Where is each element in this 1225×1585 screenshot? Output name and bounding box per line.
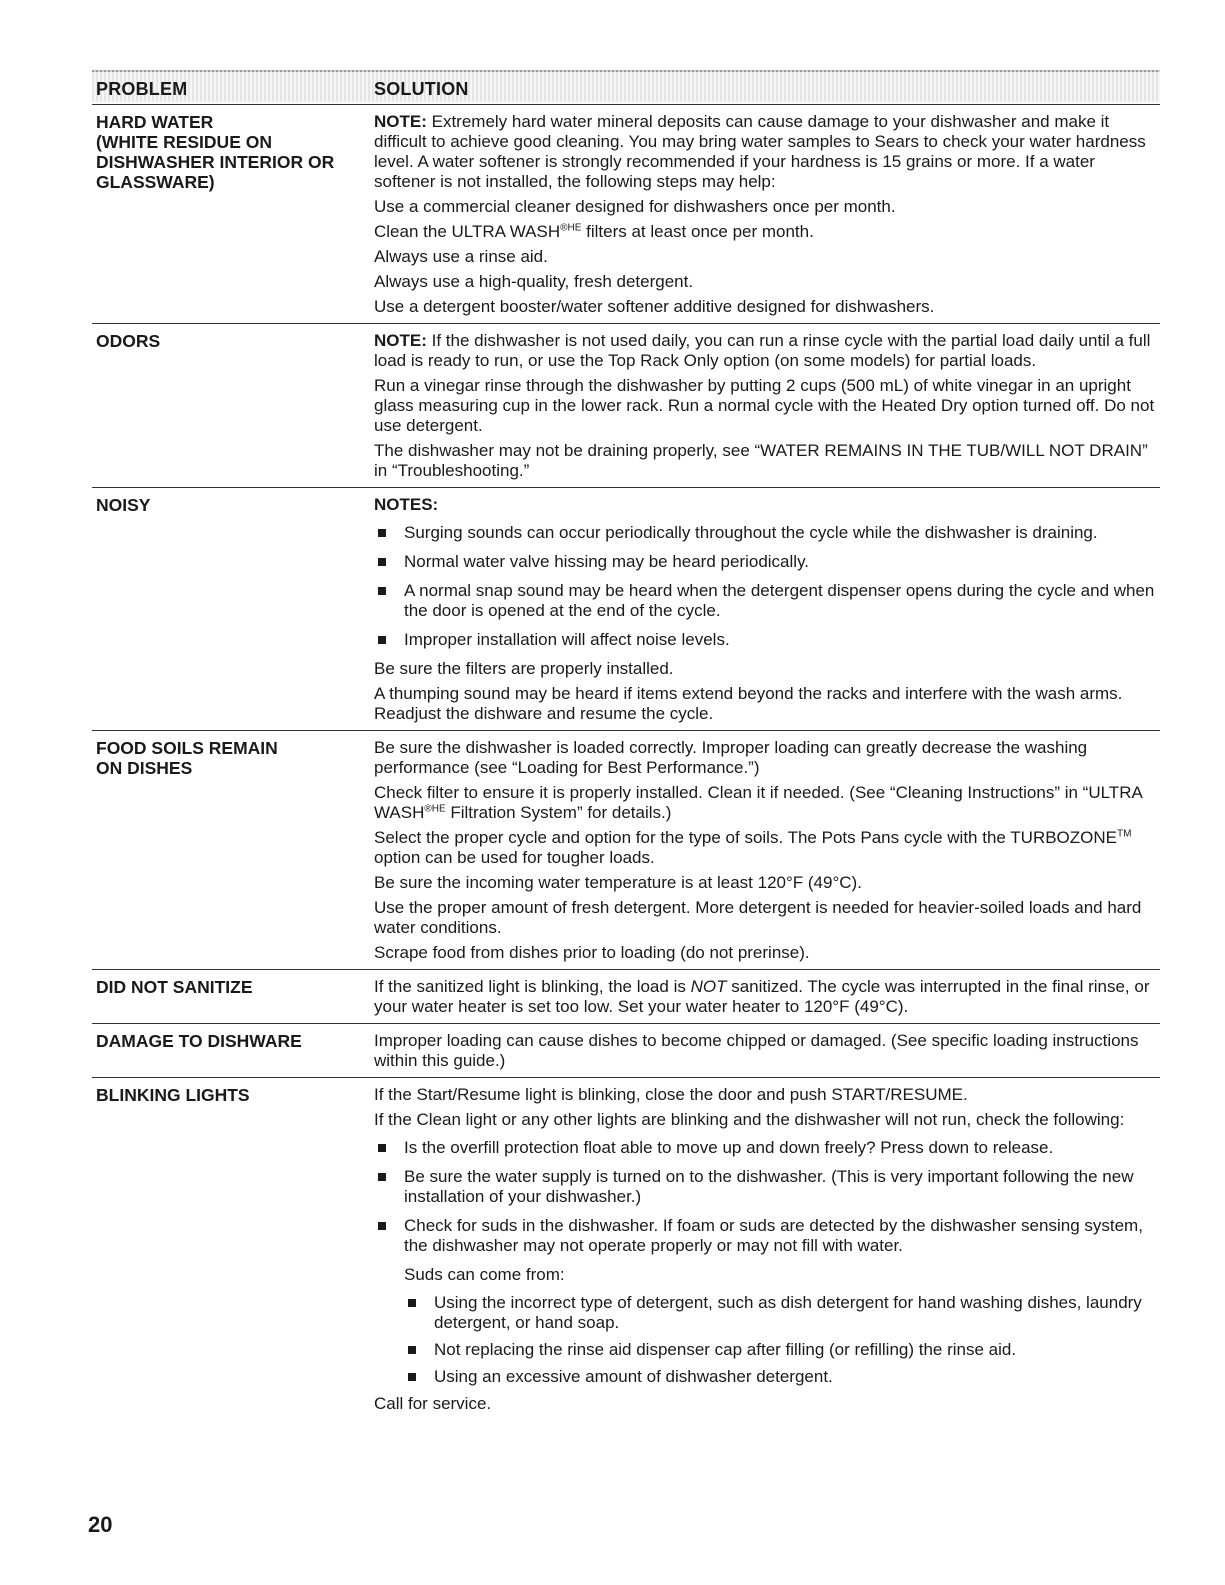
problem-cell: DAMAGE TO DISHWARE <box>96 1031 302 1051</box>
solution-text: Always use a rinse aid. <box>374 247 548 266</box>
trademark-sup: ®HE <box>560 222 582 234</box>
bullet-icon <box>378 587 386 595</box>
text-span: sanitized. The cycle was interrupted in the final rinse, or your water heater is set too low. Set your water heater to 120°F (49°C). <box>374 977 1150 1016</box>
problem-cell: BLINKING LIGHTS <box>96 1085 250 1105</box>
list-item <box>374 1340 1160 1360</box>
bullet-text: Check for suds in the dishwasher. If foam or suds are detected by the dishwasher sensing system, the dishwasher may not operate properly or may not fill with water. <box>404 1216 1143 1255</box>
problem-cell: NOISY <box>96 495 151 515</box>
bullet-text: Normal water valve hissing may be heard periodically. <box>404 552 810 571</box>
bullet-icon <box>378 1173 386 1181</box>
list-item <box>374 552 1160 572</box>
list-item <box>374 1216 1160 1256</box>
solution-text: Be sure the dishwasher is loaded correctly. Improper loading can greatly decrease the washing performance (see “Loading for Best Performance.”) <box>374 738 1088 777</box>
solution-text: Improper loading can cause dishes to become chipped or damaged. (See specific loading instructions within this guide.) <box>374 1031 1139 1070</box>
bullet-text: Surging sounds can occur periodically throughout the cycle while the dishwasher is draining. <box>404 523 1098 542</box>
text-span: Check filter to ensure it is properly installed. Clean it if needed. (See “Cleaning Instructions” in “ULTRA WASH <box>374 783 1142 822</box>
bullet-text: Is the overfill protection float able to move up and down freely? Press down to release. <box>404 1138 1054 1157</box>
list-item <box>374 581 1160 621</box>
solution-text <box>374 222 1160 242</box>
problem-cell <box>92 736 374 963</box>
problem-line: ON DISHES <box>96 758 193 778</box>
table-header <box>92 60 1160 105</box>
solution-text <box>374 977 1160 1017</box>
bullet-icon <box>378 1144 386 1152</box>
text-span: If the sanitized light is blinking, the load is <box>374 977 691 996</box>
solution-cell <box>374 493 1160 724</box>
troubleshooting-table <box>92 60 1160 1420</box>
note-paragraph <box>374 112 1160 192</box>
bullet-icon <box>378 558 386 566</box>
list-item <box>374 1138 1160 1158</box>
list-item <box>374 630 1160 650</box>
solution-text: A thumping sound may be heard if items extend beyond the racks and interfere with the wash arms. Readjust the dishware and resume the cycle. <box>374 684 1123 723</box>
text-span: filters at least once per month. <box>581 222 814 241</box>
bullet-icon <box>378 1222 386 1230</box>
solution-text: Scrape food from dishes prior to loading (do not prerinse). <box>374 943 810 962</box>
bullet-text: Be sure the water supply is turned on to the dishwasher. (This is very important following the new installation of your dishwasher.) <box>404 1167 1134 1206</box>
solution-text: The dishwasher may not be draining properly, see “WATER REMAINS IN THE TUB/WILL NOT DRAIN” in “Troubleshooting.” <box>374 441 1148 480</box>
problem-line: FOOD SOILS REMAIN <box>96 738 278 758</box>
solution-cell <box>374 1083 1160 1414</box>
text-span: Select the proper cycle and option for the type of soils. The Pots Pans cycle with the TURBOZONE <box>374 828 1118 847</box>
bullet-icon <box>378 529 386 537</box>
bullet-icon <box>408 1346 416 1354</box>
solution-text: If the Start/Resume light is blinking, close the door and push START/RESUME. <box>374 1085 968 1104</box>
table-row-sanitize <box>92 970 1160 1024</box>
trademark-sup: ®HE <box>424 803 446 815</box>
solution-text: If the Clean light or any other lights are blinking and the dishwasher will not run, check the following: <box>374 1110 1125 1129</box>
emphasis: NOT <box>690 977 727 996</box>
note-label: NOTE: <box>374 331 427 350</box>
bullet-icon <box>378 636 386 644</box>
solution-text: Use a commercial cleaner designed for dishwashers once per month. <box>374 197 896 216</box>
problem-line: HARD WATER <box>96 112 214 132</box>
page-number: 20 <box>88 1512 113 1537</box>
solution-text: Be sure the filters are properly installed. <box>374 659 674 678</box>
solution-cell <box>374 736 1160 963</box>
solution-text: Be sure the incoming water temperature is at least 120°F (49°C). <box>374 873 862 892</box>
note-text: Extremely hard water mineral deposits can cause damage to your dishwasher and make it difficult to achieve good cleaning. You may bring water samples to Sears to check your water hardness level. A water softener is strongly recommended if your hardness is 15 grains or more. If a water softener is not installed, the following steps may help: <box>374 112 1146 191</box>
bullet-icon <box>408 1299 416 1307</box>
list-item <box>374 523 1160 543</box>
solution-cell <box>374 1029 1160 1071</box>
solution-text <box>374 828 1160 868</box>
table-row-noisy <box>92 488 1160 731</box>
bullet-text: Using the incorrect type of detergent, such as dish detergent for hand washing dishes, laundry detergent, or hand soap. <box>434 1293 1142 1332</box>
problem-line: GLASSWARE) <box>96 172 215 192</box>
notes-label: NOTES: <box>374 495 439 514</box>
list-item <box>374 1293 1160 1333</box>
problem-line: DISHWASHER INTERIOR OR <box>96 152 335 172</box>
note-label: NOTE: <box>374 112 427 131</box>
bullet-icon <box>408 1373 416 1381</box>
table-row-blinking-lights <box>92 1078 1160 1420</box>
solution-text: Use a detergent booster/water softener additive designed for dishwashers. <box>374 297 935 316</box>
solution-cell <box>374 329 1160 481</box>
trademark-sup: TM <box>1117 828 1132 840</box>
note-text: If the dishwasher is not used daily, you can run a rinse cycle with the partial load daily until a full load is ready to run, or use the Top Rack Only option (on some models) for partial loads. <box>374 331 1151 370</box>
solution-text <box>374 783 1160 823</box>
table-row-damage <box>92 1024 1160 1078</box>
text-span: Clean the ULTRA WASH <box>374 222 561 241</box>
problem-line: (WHITE RESIDUE ON <box>96 132 272 152</box>
solution-cell <box>374 110 1160 317</box>
list-item <box>374 1167 1160 1207</box>
problem-cell <box>92 110 374 317</box>
solution-text: Run a vinegar rinse through the dishwasher by putting 2 cups (500 mL) of white vinegar in an upright glass measuring cup in the lower rack. Run a normal cycle with the Heated Dry option turned off. Do not use detergent. <box>374 376 1155 435</box>
problem-cell: DID NOT SANITIZE <box>96 977 253 997</box>
bullet-text: A normal snap sound may be heard when the detergent dispenser opens during the cycle and when the door is opened at the end of the cycle. <box>404 581 1155 620</box>
solution-text: Always use a high-quality, fresh detergent. <box>374 272 694 291</box>
header-problem: PROBLEM <box>96 79 188 99</box>
list-item <box>374 1367 1160 1387</box>
bullet-text: Improper installation will affect noise levels. <box>404 630 730 649</box>
note-paragraph <box>374 331 1160 371</box>
table-row-hard-water <box>92 105 1160 324</box>
bullet-text: Not replacing the rinse aid dispenser cap after filling (or refilling) the rinse aid. <box>434 1340 1017 1359</box>
solution-text: Call for service. <box>374 1394 492 1413</box>
text-span: option can be used for tougher loads. <box>374 848 655 867</box>
table-row-food-soils <box>92 731 1160 970</box>
problem-cell: ODORS <box>96 331 161 351</box>
solution-text: Use the proper amount of fresh detergent. More detergent is needed for heavier-soiled loads and hard water conditions. <box>374 898 1142 937</box>
solution-cell <box>374 975 1160 1017</box>
header-solution: SOLUTION <box>374 79 469 99</box>
header-shading <box>92 72 1160 102</box>
text-span: Filtration System” for details.) <box>445 803 672 822</box>
table-row-odors <box>92 324 1160 488</box>
suds-intro: Suds can come from: <box>404 1265 565 1284</box>
bullet-text: Using an excessive amount of dishwasher detergent. <box>434 1367 833 1386</box>
